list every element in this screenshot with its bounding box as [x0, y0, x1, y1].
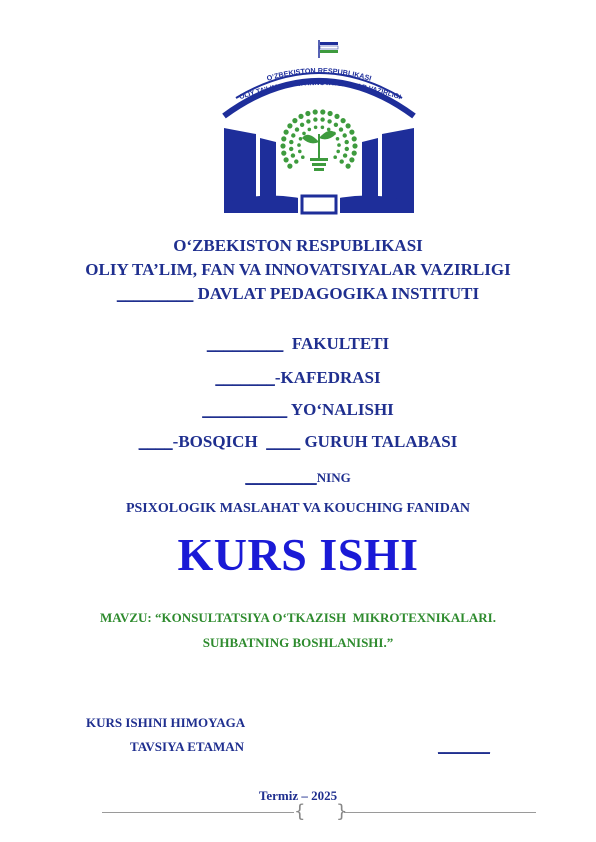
emblem-dot — [345, 140, 349, 144]
left-brace-icon: { — [294, 801, 306, 822]
svg-text:OLIY TA’LIM, FAN VA INNOVATSIY — [238, 80, 401, 101]
emblem-dot — [297, 143, 301, 147]
emblem-dot — [321, 126, 325, 130]
sprout-icon — [302, 131, 336, 171]
emblem-dot — [334, 114, 339, 119]
footer-rule-left — [102, 812, 294, 813]
emblem-dot — [341, 118, 346, 123]
emblem-dot — [299, 137, 303, 141]
emblem-dot — [300, 123, 304, 127]
group-label: GURUH TALABASI — [300, 432, 458, 451]
emblem-dot — [339, 127, 343, 131]
emblem-dot — [345, 147, 349, 151]
direction-line — [0, 400, 596, 420]
group-blank: ____ — [266, 432, 301, 451]
student-name-blank: ___________ — [245, 470, 317, 485]
ministry-line: OLIY TA’LIM, FAN VA INNOVATSIYALAR VAZIRLIGI — [85, 260, 511, 279]
emblem-dot — [336, 137, 340, 141]
emblem-dot — [313, 109, 318, 114]
emblem-dot — [287, 123, 292, 128]
emblem-dot — [352, 151, 357, 156]
emblem-dot — [334, 123, 338, 127]
emblem-dot — [343, 133, 347, 137]
emblem-dot — [301, 155, 305, 159]
emblem-dot — [298, 150, 302, 154]
emblem-dot — [284, 157, 289, 162]
right-brace-icon: } — [336, 801, 348, 822]
course-blank: ____ — [138, 432, 173, 451]
institute-line — [0, 284, 596, 304]
emblem-dot — [346, 123, 351, 128]
emblem-dot — [287, 164, 292, 169]
emblem-dot — [291, 153, 295, 157]
emblem-dot — [328, 111, 333, 116]
emblem-dot — [291, 133, 295, 137]
student-suffix: NING — [316, 470, 351, 485]
direction-blank: __________ — [202, 400, 288, 419]
emblem-dot — [337, 143, 341, 147]
city-year: Termiz – 2025 — [258, 788, 338, 803]
emblem-dot — [327, 119, 331, 123]
emblem-dot — [333, 155, 337, 159]
faculty-blank: _________ — [206, 334, 284, 353]
emblem-dot — [314, 126, 318, 130]
emblem-dot — [280, 143, 285, 148]
emblem-dot — [346, 164, 351, 169]
topic-line1: MAVZU: “KONSULTATSIYA O‘TKAZISH MIKROTEXNIKALARI. — [100, 610, 496, 625]
logo-arc-line1: O’ZBEKISTON RESPUBLIKASI — [265, 65, 373, 83]
faculty-label: FAKULTETI — [283, 334, 390, 353]
emblem-dot — [352, 143, 357, 148]
emblem-dot — [340, 159, 344, 163]
kafedra-label: -KAFEDRASI — [274, 368, 381, 387]
student-name-line — [0, 470, 596, 486]
emblem-dot — [349, 157, 354, 162]
emblem-dot — [289, 147, 293, 151]
institute-blank: _________ — [116, 284, 194, 303]
emblem-dot — [306, 119, 310, 123]
emblem-dot — [352, 136, 357, 141]
logo-arc-line2: OLIY TA’LIM, FAN VA INNOVATSIYALAR VAZIRLIGI — [238, 79, 402, 102]
emblem-dot — [298, 114, 303, 119]
recommendation-line1: KURS ISHINI HIMOYAGA — [86, 715, 246, 730]
topic-line2: SUHBATNING BOSHLANISHI.” — [202, 635, 394, 650]
kafedra-line — [0, 368, 596, 388]
emblem-dot — [284, 130, 289, 135]
emblem-dot — [349, 130, 354, 135]
country-line: O‘ZBEKISTON RESPUBLIKASI — [173, 236, 423, 255]
signature-blank: ________ — [438, 739, 490, 754]
emblem-dot — [327, 128, 331, 132]
faculty-line — [0, 334, 596, 354]
ministry-emblem-logo — [216, 38, 422, 216]
flag-icon — [319, 40, 338, 58]
emblem-dot — [320, 109, 325, 114]
direction-label: YO‘NALISHI — [287, 400, 394, 419]
emblem-dot — [281, 151, 286, 156]
course-label: -BOSQICH — [172, 432, 267, 451]
emblem-dot — [343, 153, 347, 157]
emblem-dot — [292, 118, 297, 123]
emblem-dot — [313, 117, 317, 121]
emblem-dot — [336, 150, 340, 154]
emblem-dot — [308, 128, 312, 132]
emblem-dot — [295, 127, 299, 131]
emblem-dot — [305, 111, 310, 116]
emblem-dot — [281, 136, 286, 141]
emblem-dot — [294, 159, 298, 163]
emblem-dot — [302, 132, 306, 136]
kafedra-blank: _______ — [215, 368, 275, 387]
institute-name: DAVLAT PEDAGOGIKA INSTITUTI — [193, 284, 480, 303]
recommendation-line2: TAVSIYA ETAMAN — [130, 739, 245, 754]
subject-line: PSIXOLOGIK MASLAHAT VA KOUCHING FANIDAN — [125, 501, 471, 516]
emblem-dot — [289, 140, 293, 144]
footer-rule-right — [344, 812, 536, 813]
course-group-line — [0, 432, 596, 452]
document-title: KURS ISHI — [177, 529, 419, 580]
emblem-dot — [320, 117, 324, 121]
